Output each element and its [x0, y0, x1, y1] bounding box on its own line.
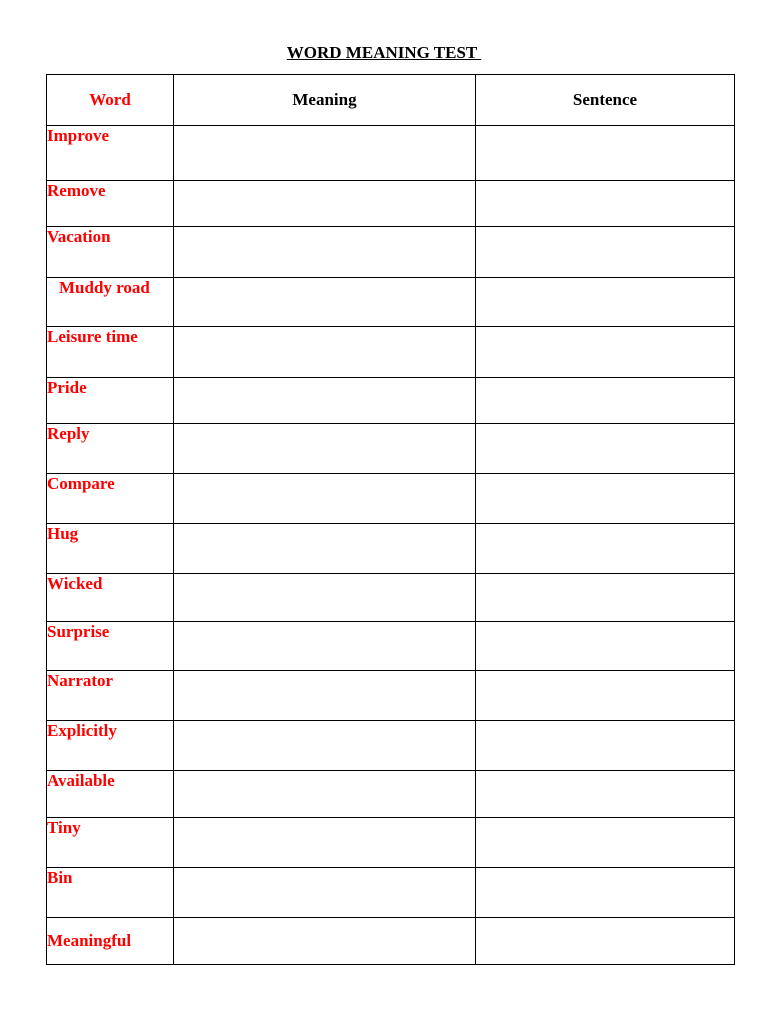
meaning-cell[interactable] — [174, 227, 476, 278]
meaning-cell[interactable] — [174, 671, 476, 721]
sentence-cell[interactable] — [476, 574, 735, 622]
meaning-cell[interactable] — [174, 771, 476, 818]
table-row — [47, 278, 735, 327]
sentence-cell[interactable] — [476, 278, 735, 327]
word-cell: Pride — [47, 378, 174, 424]
meaning-cell[interactable] — [174, 524, 476, 574]
word-cell: Meaningful — [47, 918, 174, 965]
table-row — [47, 574, 735, 622]
sentence-column-header: Sentence — [476, 75, 735, 126]
word-cell: Wicked — [47, 574, 174, 622]
sentence-cell[interactable] — [476, 918, 735, 965]
table-row — [47, 524, 735, 574]
meaning-cell[interactable] — [174, 181, 476, 227]
sentence-cell[interactable] — [476, 721, 735, 771]
sentence-cell[interactable] — [476, 524, 735, 574]
meaning-cell[interactable] — [174, 126, 476, 181]
meaning-cell[interactable] — [174, 378, 476, 424]
sentence-cell[interactable] — [476, 671, 735, 721]
table-row — [47, 474, 735, 524]
sentence-cell[interactable] — [476, 868, 735, 918]
word-cell: Remove — [47, 181, 174, 227]
table-row — [47, 868, 735, 918]
word-cell: Reply — [47, 424, 174, 474]
sentence-cell[interactable] — [476, 818, 735, 868]
meaning-cell[interactable] — [174, 868, 476, 918]
table-row — [47, 818, 735, 868]
table-row — [47, 771, 735, 818]
table-row — [47, 227, 735, 278]
meaning-cell[interactable] — [174, 818, 476, 868]
word-cell: Leisure time — [47, 327, 174, 378]
table-header-row — [47, 75, 735, 126]
word-cell: Hug — [47, 524, 174, 574]
word-cell: Surprise — [47, 622, 174, 671]
word-meaning-table — [46, 74, 735, 965]
meaning-cell[interactable] — [174, 424, 476, 474]
meaning-column-header: Meaning — [174, 75, 476, 126]
sentence-cell[interactable] — [476, 771, 735, 818]
sentence-cell[interactable] — [476, 474, 735, 524]
table-row — [47, 378, 735, 424]
sentence-cell[interactable] — [476, 181, 735, 227]
table-row — [47, 126, 735, 181]
table-row — [47, 181, 735, 227]
page-title: WORD MEANING TEST — [286, 43, 482, 62]
table-row — [47, 721, 735, 771]
sentence-cell[interactable] — [476, 327, 735, 378]
meaning-cell[interactable] — [174, 278, 476, 327]
table-row — [47, 327, 735, 378]
word-cell: Narrator — [47, 671, 174, 721]
sentence-cell[interactable] — [476, 378, 735, 424]
word-cell: Explicitly — [47, 721, 174, 771]
sentence-cell[interactable] — [476, 424, 735, 474]
word-cell: Muddy road — [47, 278, 174, 327]
sentence-cell[interactable] — [476, 227, 735, 278]
meaning-cell[interactable] — [174, 474, 476, 524]
meaning-cell[interactable] — [174, 918, 476, 965]
meaning-cell[interactable] — [174, 574, 476, 622]
word-cell: Tiny — [47, 818, 174, 868]
word-cell: Bin — [47, 868, 174, 918]
table-row — [47, 918, 735, 965]
table-row — [47, 622, 735, 671]
meaning-cell[interactable] — [174, 327, 476, 378]
table-row — [47, 671, 735, 721]
word-cell: Improve — [47, 126, 174, 181]
sentence-cell[interactable] — [476, 622, 735, 671]
table-row — [47, 424, 735, 474]
sentence-cell[interactable] — [476, 126, 735, 181]
meaning-cell[interactable] — [174, 721, 476, 771]
meaning-cell[interactable] — [174, 622, 476, 671]
word-cell: Vacation — [47, 227, 174, 278]
word-cell: Compare — [47, 474, 174, 524]
word-column-header: Word — [47, 75, 174, 126]
word-cell: Available — [47, 771, 174, 818]
